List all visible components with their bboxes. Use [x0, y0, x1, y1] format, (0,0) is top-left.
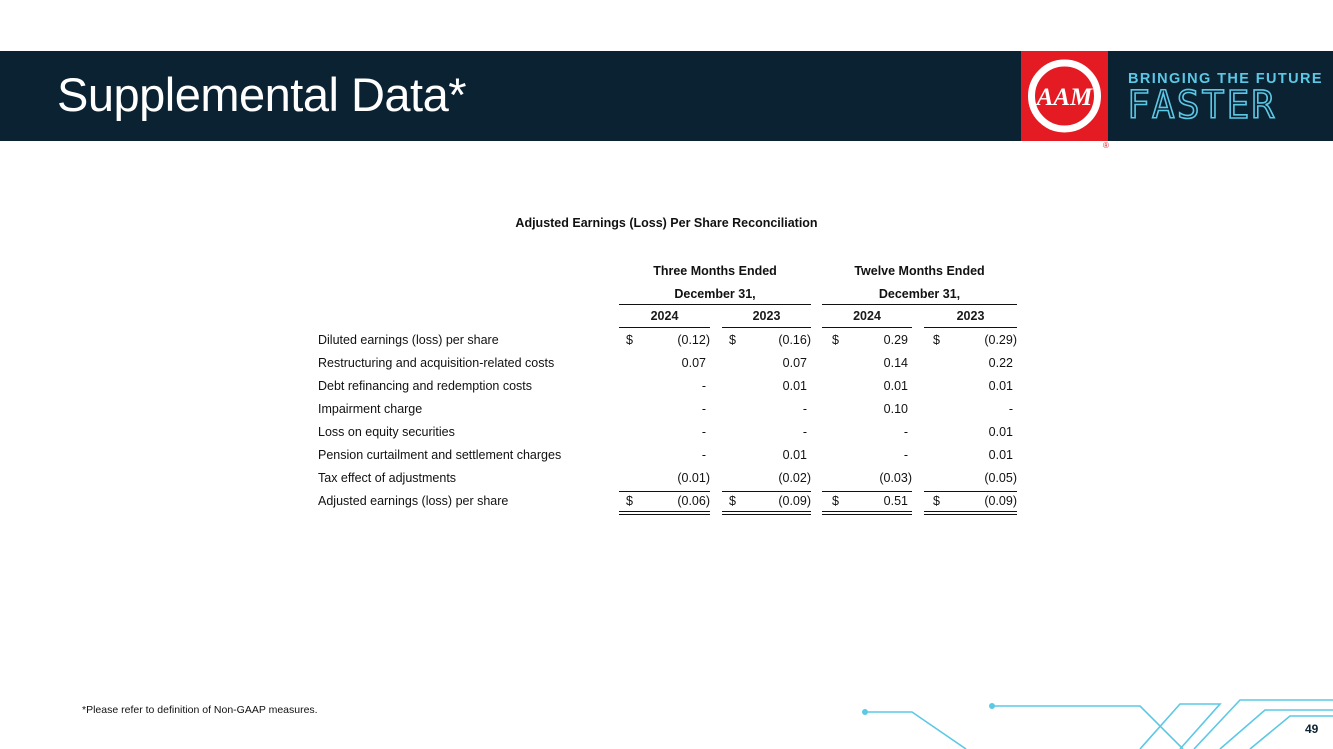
table-cell-value: 0.01	[782, 448, 807, 462]
table-cell-value: (0.16)	[778, 333, 811, 347]
table-cell-value: (0.01)	[677, 471, 710, 485]
table-cell-value: -	[701, 425, 706, 439]
table-title: Adjusted Earnings (Loss) Per Share Reconciliation	[515, 216, 818, 230]
table-cell-value: 0.10	[883, 402, 908, 416]
table-cell-value: 0.01	[883, 379, 908, 393]
group-header-rule	[619, 304, 811, 305]
year-header-rule	[722, 327, 811, 328]
year-header: 2023	[956, 309, 985, 323]
table-cell-value: (0.09)	[778, 494, 811, 508]
row-label: Impairment charge	[318, 402, 423, 416]
table-cell-value: 0.01	[988, 448, 1013, 462]
total-rule	[722, 491, 811, 492]
table-cell-value: 0.51	[883, 494, 908, 508]
tagline-faster	[1127, 88, 1287, 124]
currency-symbol: $	[626, 494, 633, 508]
row-label: Diluted earnings (loss) per share	[318, 333, 499, 347]
table-cell-value: 0.29	[883, 333, 908, 347]
table-cell-value: -	[701, 402, 706, 416]
double-underline	[722, 511, 811, 515]
table-cell-value: (0.03)	[879, 471, 912, 485]
registered-mark: ®	[1103, 141, 1109, 150]
table-cell-value: -	[701, 448, 706, 462]
total-rule	[822, 491, 912, 492]
table-cell-value: (0.06)	[677, 494, 710, 508]
table-cell-value: (0.09)	[984, 494, 1017, 508]
total-rule	[924, 491, 1017, 492]
year-header: 2023	[752, 309, 781, 323]
currency-symbol: $	[626, 333, 633, 347]
row-label: Tax effect of adjustments	[318, 471, 457, 485]
double-underline	[924, 511, 1017, 515]
table-cell-value: 0.01	[782, 379, 807, 393]
table-cell-value: -	[701, 379, 706, 393]
double-underline	[822, 511, 912, 515]
table-cell-value: 0.07	[681, 356, 706, 370]
currency-symbol: $	[832, 333, 839, 347]
row-label: Debt refinancing and redemption costs	[318, 379, 533, 393]
tagline-bottom: FASTER	[1127, 88, 1277, 124]
table-cell-value: (0.12)	[677, 333, 710, 347]
year-header: 2024	[853, 309, 881, 323]
table-cell-value: (0.29)	[984, 333, 1017, 347]
table-cell-value: (0.02)	[778, 471, 811, 485]
footnote: *Please refer to definition of Non-GAAP measures.	[82, 704, 318, 716]
currency-symbol: $	[933, 333, 940, 347]
table-cell-value: -	[802, 402, 807, 416]
group-header-line1: Three Months Ended	[653, 264, 777, 278]
page-number: 49	[1305, 722, 1319, 736]
currency-symbol: $	[729, 494, 736, 508]
year-header: 2024	[650, 309, 679, 323]
table-cell-value: 0.01	[988, 425, 1013, 439]
year-header-rule	[619, 327, 710, 328]
table-cell-value: (0.05)	[984, 471, 1017, 485]
table-cell-value: -	[903, 425, 908, 439]
currency-symbol: $	[729, 333, 736, 347]
aam-logo	[1021, 51, 1108, 141]
currency-symbol: $	[832, 494, 839, 508]
year-header-rule	[822, 327, 912, 328]
table-cell-value: 0.14	[883, 356, 908, 370]
group-header-line2: December 31,	[878, 287, 961, 301]
row-label: Restructuring and acquisition-related costs	[318, 356, 555, 370]
tagline-top: BRINGING THE FUTURE	[1128, 71, 1323, 87]
table-cell-value: -	[802, 425, 807, 439]
row-label: Pension curtailment and settlement charges	[318, 448, 562, 462]
table-cell-value: -	[903, 448, 908, 462]
table-cell-value: -	[1008, 402, 1013, 416]
row-label: Loss on equity securities	[318, 425, 455, 439]
row-label: Adjusted earnings (loss) per share	[318, 494, 509, 508]
logo-text: AAM	[1036, 84, 1093, 111]
group-header-line2: December 31,	[674, 287, 756, 301]
page-title: Supplemental Data*	[57, 68, 467, 121]
circuit-decoration	[840, 690, 1333, 749]
group-header-rule	[822, 304, 1017, 305]
currency-symbol: $	[933, 494, 940, 508]
group-header-line1: Twelve Months Ended	[854, 264, 985, 278]
table-cell-value: 0.22	[988, 356, 1013, 370]
table-cell-value: 0.07	[782, 356, 807, 370]
double-underline	[619, 511, 710, 515]
total-rule	[619, 491, 710, 492]
year-header-rule	[924, 327, 1017, 328]
table-cell-value: 0.01	[988, 379, 1013, 393]
